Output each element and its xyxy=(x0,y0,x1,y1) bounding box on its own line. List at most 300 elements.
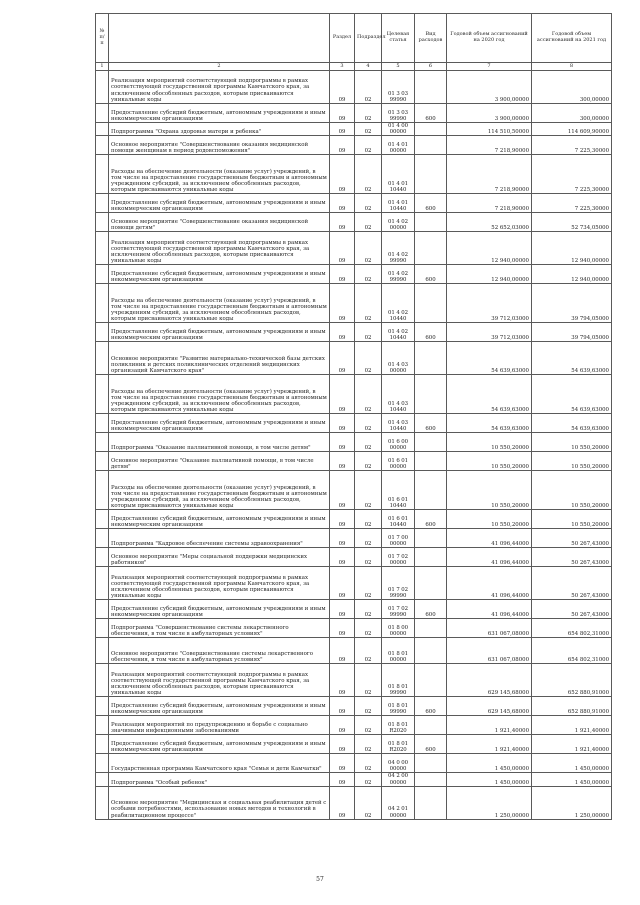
cell-v2021: 39 794,05000 xyxy=(532,284,612,323)
cell-num xyxy=(96,414,109,433)
cell-v2020: 41 096,44000 xyxy=(447,600,532,619)
header-v2020: Годовой объем ассигнований на 2020 год xyxy=(447,14,532,63)
cell-vr xyxy=(415,433,447,452)
cell-podrazdel: 02 xyxy=(355,284,382,323)
cell-v2020: 1 450,00000 xyxy=(447,773,532,786)
table-row xyxy=(96,284,612,323)
column-number: 4 xyxy=(355,63,382,71)
cell-name: Реализация мероприятий соответствующей подпрограммы в рамках соответствующей государственной программы Камчатского края, за исключением обособленных расходов, которым присваиваются уникальные коды xyxy=(109,71,330,104)
column-number: 5 xyxy=(382,63,415,71)
cell-podrazdel: 02 xyxy=(355,664,382,697)
cell-razdel: 09 xyxy=(330,414,355,433)
cell-razdel: 09 xyxy=(330,232,355,265)
cell-v2020: 629 145,68000 xyxy=(447,697,532,716)
cell-csr: 01 7 02 00000 xyxy=(382,548,415,567)
cell-razdel: 09 xyxy=(330,342,355,375)
cell-vr: 600 xyxy=(415,323,447,342)
cell-podrazdel: 02 xyxy=(355,716,382,735)
cell-csr: 01 6 01 00000 xyxy=(382,452,415,471)
table-row xyxy=(96,375,612,414)
cell-v2020: 54 639,63000 xyxy=(447,414,532,433)
cell-v2021: 1 921,40000 xyxy=(532,716,612,735)
cell-csr: 01 3 03 99990 xyxy=(382,71,415,104)
cell-podrazdel: 02 xyxy=(355,213,382,232)
cell-num xyxy=(96,529,109,548)
cell-csr: 01 4 02 10440 xyxy=(382,323,415,342)
cell-v2021: 12 940,00000 xyxy=(532,265,612,284)
cell-name: Подпрограмма "Совершенствование системы лекарственного обеспечения, в том числе в амбулаторных условиях" xyxy=(109,619,330,638)
cell-vr xyxy=(415,155,447,194)
cell-v2020: 1 250,00000 xyxy=(447,786,532,819)
cell-num xyxy=(96,600,109,619)
cell-razdel: 09 xyxy=(330,123,355,136)
cell-vr xyxy=(415,786,447,819)
cell-name: Государственная программа Камчатского края "Семья и дети Камчатки" xyxy=(109,754,330,773)
column-number: 6 xyxy=(415,63,447,71)
cell-csr: 01 4 02 10440 xyxy=(382,284,415,323)
cell-vr xyxy=(415,213,447,232)
cell-csr: 01 8 01 99990 xyxy=(382,664,415,697)
cell-vr xyxy=(415,232,447,265)
cell-num xyxy=(96,284,109,323)
table-row xyxy=(96,71,612,104)
cell-podrazdel: 02 xyxy=(355,155,382,194)
cell-v2021: 654 802,31000 xyxy=(532,619,612,638)
cell-podrazdel: 02 xyxy=(355,323,382,342)
cell-v2021: 10 550,20000 xyxy=(532,510,612,529)
cell-vr: 600 xyxy=(415,194,447,213)
cell-name: Предоставление субсидий бюджетным, автономным учреждениям и иным некоммерческим организациям xyxy=(109,414,330,433)
cell-razdel: 09 xyxy=(330,71,355,104)
cell-podrazdel: 02 xyxy=(355,786,382,819)
cell-podrazdel: 02 xyxy=(355,697,382,716)
cell-num xyxy=(96,619,109,638)
cell-v2020: 12 940,00000 xyxy=(447,265,532,284)
cell-v2020: 629 145,68000 xyxy=(447,664,532,697)
table-row xyxy=(96,265,612,284)
cell-v2021: 50 267,43000 xyxy=(532,567,612,600)
cell-razdel: 09 xyxy=(330,323,355,342)
cell-csr: 01 8 01 R2020 xyxy=(382,735,415,754)
table-row xyxy=(96,452,612,471)
cell-name: Реализация мероприятий соответствующей подпрограммы в рамках соответствующей государственной программы Камчатского края, за исключением обособленных расходов, которым присваиваются уникальные коды xyxy=(109,664,330,697)
cell-razdel: 09 xyxy=(330,284,355,323)
cell-razdel: 09 xyxy=(330,155,355,194)
cell-v2020: 52 652,03000 xyxy=(447,213,532,232)
cell-csr: 01 8 01 99990 xyxy=(382,697,415,716)
cell-razdel: 09 xyxy=(330,567,355,600)
cell-v2020: 7 218,90000 xyxy=(447,194,532,213)
table-row xyxy=(96,567,612,600)
cell-v2021: 652 880,91000 xyxy=(532,664,612,697)
cell-razdel: 09 xyxy=(330,529,355,548)
cell-csr: 01 3 03 99990 xyxy=(382,104,415,123)
cell-num xyxy=(96,510,109,529)
cell-v2021: 54 639,63000 xyxy=(532,375,612,414)
cell-name: Предоставление субсидий бюджетным, автономным учреждениям и иным некоммерческим организациям xyxy=(109,323,330,342)
column-numbers-row xyxy=(96,63,612,71)
table-row xyxy=(96,471,612,510)
cell-podrazdel: 02 xyxy=(355,529,382,548)
cell-vr xyxy=(415,664,447,697)
cell-name: Реализация мероприятий соответствующей подпрограммы в рамках соответствующей государственной программы Камчатского края, за исключением обособленных расходов, которым присваиваются уникальные коды xyxy=(109,567,330,600)
column-number: 7 xyxy=(447,63,532,71)
header-podrazdel: Подраздел xyxy=(355,14,382,63)
table-row xyxy=(96,155,612,194)
cell-csr: 01 4 03 10440 xyxy=(382,414,415,433)
cell-razdel: 09 xyxy=(330,471,355,510)
cell-num xyxy=(96,323,109,342)
cell-num xyxy=(96,548,109,567)
cell-csr: 01 8 01 00000 xyxy=(382,638,415,664)
cell-num xyxy=(96,754,109,773)
column-number: 1 xyxy=(96,63,109,71)
cell-v2020: 3 900,00000 xyxy=(447,104,532,123)
cell-name: Предоставление субсидий бюджетным, автономным учреждениям и иным некоммерческим организациям xyxy=(109,194,330,213)
cell-v2021: 10 550,20000 xyxy=(532,471,612,510)
cell-vr: 600 xyxy=(415,104,447,123)
cell-v2021: 654 802,31000 xyxy=(532,638,612,664)
cell-razdel: 09 xyxy=(330,786,355,819)
cell-num xyxy=(96,773,109,786)
cell-podrazdel: 02 xyxy=(355,265,382,284)
cell-csr: 01 7 02 99990 xyxy=(382,567,415,600)
cell-podrazdel: 02 xyxy=(355,471,382,510)
cell-podrazdel: 02 xyxy=(355,548,382,567)
cell-razdel: 09 xyxy=(330,375,355,414)
cell-vr xyxy=(415,471,447,510)
cell-csr: 01 6 01 10440 xyxy=(382,471,415,510)
cell-num xyxy=(96,697,109,716)
cell-csr: 01 7 02 99990 xyxy=(382,600,415,619)
table-row xyxy=(96,213,612,232)
budget-table xyxy=(95,13,612,820)
cell-num xyxy=(96,735,109,754)
table-row xyxy=(96,104,612,123)
cell-podrazdel: 02 xyxy=(355,194,382,213)
table-row xyxy=(96,433,612,452)
cell-podrazdel: 02 xyxy=(355,773,382,786)
table-row xyxy=(96,548,612,567)
table-row xyxy=(96,664,612,697)
cell-podrazdel: 02 xyxy=(355,71,382,104)
cell-podrazdel: 02 xyxy=(355,104,382,123)
cell-v2020: 39 712,03000 xyxy=(447,284,532,323)
cell-vr: 600 xyxy=(415,735,447,754)
cell-csr: 01 4 02 00000 xyxy=(382,213,415,232)
cell-razdel: 09 xyxy=(330,716,355,735)
page-number: 57 xyxy=(316,876,324,883)
cell-vr xyxy=(415,638,447,664)
cell-num xyxy=(96,452,109,471)
table-row xyxy=(96,735,612,754)
cell-razdel: 09 xyxy=(330,754,355,773)
cell-razdel: 09 xyxy=(330,548,355,567)
header-razdel: Раздел xyxy=(330,14,355,63)
cell-csr: 01 4 03 10440 xyxy=(382,375,415,414)
cell-csr: 01 6 01 10440 xyxy=(382,510,415,529)
cell-vr xyxy=(415,136,447,155)
cell-num xyxy=(96,194,109,213)
cell-csr: 01 8 00 00000 xyxy=(382,619,415,638)
cell-name: Реализация мероприятий по предупреждению и борьбе с социально значимыми инфекционными заболеваниями xyxy=(109,716,330,735)
cell-num xyxy=(96,232,109,265)
cell-razdel: 09 xyxy=(330,664,355,697)
cell-num xyxy=(96,664,109,697)
cell-razdel: 09 xyxy=(330,638,355,664)
table-row xyxy=(96,754,612,773)
cell-name: Подпрограмма "Охрана здоровья матери и ребенка" xyxy=(109,123,330,136)
cell-num xyxy=(96,567,109,600)
cell-vr: 600 xyxy=(415,265,447,284)
cell-name: Расходы на обеспечение деятельности (оказание услуг) учреждений, в том числе на предоставление государственным бюджетным и автономным учреждениям субсидий, за исключением обособленных расходов, которым присваиваются уникальные коды xyxy=(109,155,330,194)
cell-name: Подпрограмма "Особый ребенок" xyxy=(109,773,330,786)
cell-num xyxy=(96,265,109,284)
cell-razdel: 09 xyxy=(330,510,355,529)
cell-v2020: 54 639,63000 xyxy=(447,342,532,375)
table-row xyxy=(96,529,612,548)
cell-v2020: 7 218,90000 xyxy=(447,136,532,155)
cell-name: Основное мероприятие "Оказание паллиативной помощи, в том числе детям" xyxy=(109,452,330,471)
table-body xyxy=(96,71,612,820)
cell-razdel: 09 xyxy=(330,600,355,619)
cell-name: Основное мероприятие "Совершенствование оказания медицинской помощи женщинам в период родовспоможения" xyxy=(109,136,330,155)
cell-name: Предоставление субсидий бюджетным, автономным учреждениям и иным некоммерческим организациям xyxy=(109,265,330,284)
cell-num xyxy=(96,716,109,735)
cell-v2020: 10 550,20000 xyxy=(447,471,532,510)
cell-v2021: 52 734,05000 xyxy=(532,213,612,232)
header-name xyxy=(109,14,330,63)
cell-podrazdel: 02 xyxy=(355,452,382,471)
cell-v2021: 12 940,00000 xyxy=(532,232,612,265)
table-row xyxy=(96,697,612,716)
cell-v2021: 50 267,43000 xyxy=(532,548,612,567)
cell-vr: 600 xyxy=(415,697,447,716)
cell-name: Реализация мероприятий соответствующей подпрограммы в рамках соответствующей государственной программы Камчатского края, за исключением обособленных расходов, которым присваиваются уникальные коды xyxy=(109,232,330,265)
cell-num xyxy=(96,786,109,819)
cell-num xyxy=(96,71,109,104)
cell-v2020: 114 510,50000 xyxy=(447,123,532,136)
cell-v2020: 3 900,00000 xyxy=(447,71,532,104)
cell-v2020: 1 450,00000 xyxy=(447,754,532,773)
cell-csr: 01 4 01 10440 xyxy=(382,194,415,213)
cell-vr xyxy=(415,123,447,136)
cell-v2020: 1 921,40000 xyxy=(447,716,532,735)
cell-vr: 600 xyxy=(415,600,447,619)
table-row xyxy=(96,600,612,619)
table-row xyxy=(96,510,612,529)
table-row xyxy=(96,619,612,638)
table-row xyxy=(96,136,612,155)
cell-v2020: 1 921,40000 xyxy=(447,735,532,754)
cell-num xyxy=(96,155,109,194)
cell-name: Основное мероприятие "Совершенствование системы лекарственного обеспечения, в том числе в амбулаторных условиях" xyxy=(109,638,330,664)
cell-csr: 04 2 01 00000 xyxy=(382,786,415,819)
cell-podrazdel: 02 xyxy=(355,600,382,619)
cell-csr: 04 2 00 00000 xyxy=(382,773,415,786)
cell-v2020: 10 550,20000 xyxy=(447,510,532,529)
cell-name: Расходы на обеспечение деятельности (оказание услуг) учреждений, в том числе на предоставление государственным бюджетным и автономным учреждениям субсидий, за исключением обособленных расходов, которым присваиваются уникальные коды xyxy=(109,284,330,323)
cell-vr: 600 xyxy=(415,414,447,433)
cell-v2021: 54 639,63000 xyxy=(532,414,612,433)
cell-v2021: 10 550,20000 xyxy=(532,433,612,452)
cell-podrazdel: 02 xyxy=(355,414,382,433)
header-v2021: Годовой объем ассигнований на 2021 год xyxy=(532,14,612,63)
cell-v2021: 300,00000 xyxy=(532,71,612,104)
cell-vr xyxy=(415,71,447,104)
cell-razdel: 09 xyxy=(330,452,355,471)
table-row xyxy=(96,638,612,664)
cell-razdel: 09 xyxy=(330,735,355,754)
column-number: 3 xyxy=(330,63,355,71)
cell-v2020: 631 067,08000 xyxy=(447,619,532,638)
cell-v2020: 631 067,08000 xyxy=(447,638,532,664)
cell-num xyxy=(96,342,109,375)
cell-name: Предоставление субсидий бюджетным, автономным учреждениям и иным некоммерческим организациям xyxy=(109,697,330,716)
cell-vr xyxy=(415,375,447,414)
table-row xyxy=(96,232,612,265)
table-row xyxy=(96,716,612,735)
table-row xyxy=(96,123,612,136)
cell-csr: 01 7 00 00000 xyxy=(382,529,415,548)
cell-v2021: 7 225,30000 xyxy=(532,155,612,194)
cell-name: Расходы на обеспечение деятельности (оказание услуг) учреждений, в том числе на предоставление государственным бюджетным и автономным учреждениям субсидий, за исключением обособленных расходов, которым присваиваются уникальные коды xyxy=(109,375,330,414)
table-row xyxy=(96,773,612,786)
cell-v2020: 41 096,44000 xyxy=(447,567,532,600)
cell-v2021: 50 267,43000 xyxy=(532,600,612,619)
column-number: 2 xyxy=(109,63,330,71)
cell-razdel: 09 xyxy=(330,213,355,232)
table-row xyxy=(96,786,612,819)
cell-v2021: 10 550,20000 xyxy=(532,452,612,471)
cell-razdel: 09 xyxy=(330,619,355,638)
cell-podrazdel: 02 xyxy=(355,735,382,754)
cell-num xyxy=(96,136,109,155)
cell-v2021: 1 450,00000 xyxy=(532,773,612,786)
cell-csr: 01 4 01 00000 xyxy=(382,136,415,155)
cell-podrazdel: 02 xyxy=(355,232,382,265)
cell-v2021: 7 225,30000 xyxy=(532,136,612,155)
cell-v2021: 300,00000 xyxy=(532,104,612,123)
cell-csr: 01 8 01 R2020 xyxy=(382,716,415,735)
cell-v2020: 39 712,03000 xyxy=(447,323,532,342)
cell-podrazdel: 02 xyxy=(355,123,382,136)
cell-v2020: 41 096,44000 xyxy=(447,548,532,567)
cell-vr xyxy=(415,284,447,323)
cell-razdel: 09 xyxy=(330,433,355,452)
cell-num xyxy=(96,104,109,123)
cell-podrazdel: 02 xyxy=(355,375,382,414)
cell-csr: 01 6 00 00000 xyxy=(382,433,415,452)
table-row xyxy=(96,323,612,342)
cell-vr xyxy=(415,548,447,567)
table-header-row xyxy=(96,14,612,63)
cell-v2021: 39 794,05000 xyxy=(532,323,612,342)
table-row xyxy=(96,414,612,433)
header-csr: Целевая статья xyxy=(382,14,415,63)
cell-name: Предоставление субсидий бюджетным, автономным учреждениям и иным некоммерческим организациям xyxy=(109,735,330,754)
cell-vr xyxy=(415,567,447,600)
cell-razdel: 09 xyxy=(330,697,355,716)
cell-v2021: 7 225,30000 xyxy=(532,194,612,213)
cell-razdel: 09 xyxy=(330,136,355,155)
cell-razdel: 09 xyxy=(330,773,355,786)
cell-v2021: 1 921,40000 xyxy=(532,735,612,754)
cell-podrazdel: 02 xyxy=(355,136,382,155)
header-vr: Вид расходов xyxy=(415,14,447,63)
cell-v2021: 50 267,43000 xyxy=(532,529,612,548)
cell-podrazdel: 02 xyxy=(355,619,382,638)
cell-v2020: 10 550,20000 xyxy=(447,433,532,452)
cell-name: Предоставление субсидий бюджетным, автономным учреждениям и иным некоммерческим организациям xyxy=(109,600,330,619)
cell-num xyxy=(96,123,109,136)
cell-name: Основное мероприятие "Меры социальной поддержки медицинских работников" xyxy=(109,548,330,567)
cell-vr xyxy=(415,342,447,375)
cell-name: Предоставление субсидий бюджетным, автономным учреждениям и иным некоммерческим организациям xyxy=(109,104,330,123)
cell-csr: 01 4 02 99990 xyxy=(382,265,415,284)
cell-v2020: 12 940,00000 xyxy=(447,232,532,265)
cell-v2020: 10 550,20000 xyxy=(447,452,532,471)
cell-num xyxy=(96,213,109,232)
cell-razdel: 09 xyxy=(330,104,355,123)
header-num: № п/п xyxy=(96,14,109,63)
cell-vr xyxy=(415,716,447,735)
cell-name: Предоставление субсидий бюджетным, автономным учреждениям и иным некоммерческим организациям xyxy=(109,510,330,529)
cell-vr xyxy=(415,529,447,548)
cell-csr: 01 4 01 10440 xyxy=(382,155,415,194)
cell-num xyxy=(96,375,109,414)
cell-podrazdel: 02 xyxy=(355,510,382,529)
cell-name: Основное мероприятие "Развитие материально-технической базы детских поликлиник и детских поликлинических отделений медицинских организаций Камчатского края" xyxy=(109,342,330,375)
cell-v2021: 54 639,63000 xyxy=(532,342,612,375)
cell-vr xyxy=(415,619,447,638)
table-row xyxy=(96,342,612,375)
cell-num xyxy=(96,433,109,452)
cell-podrazdel: 02 xyxy=(355,567,382,600)
cell-v2020: 7 218,90000 xyxy=(447,155,532,194)
cell-vr xyxy=(415,452,447,471)
table-row xyxy=(96,194,612,213)
cell-razdel: 09 xyxy=(330,265,355,284)
cell-csr: 04 0 00 00000 xyxy=(382,754,415,773)
cell-vr xyxy=(415,754,447,773)
cell-name: Подпрограмма "Оказание паллиативной помощи, в том числе детям" xyxy=(109,433,330,452)
cell-podrazdel: 02 xyxy=(355,638,382,664)
cell-v2021: 1 250,00000 xyxy=(532,786,612,819)
cell-name: Подпрограмма "Кадровое обеспечение системы здравоохранения" xyxy=(109,529,330,548)
cell-csr: 01 4 00 00000 xyxy=(382,123,415,136)
cell-name: Расходы на обеспечение деятельности (оказание услуг) учреждений, в том числе на предоставление государственным бюджетным и автономным учреждениям субсидий, за исключением обособленных расходов, которым присваиваются уникальные коды xyxy=(109,471,330,510)
cell-num xyxy=(96,638,109,664)
cell-razdel: 09 xyxy=(330,194,355,213)
cell-name: Основное мероприятие "Совершенствование оказания медицинской помощи детям" xyxy=(109,213,330,232)
cell-csr: 01 4 03 00000 xyxy=(382,342,415,375)
cell-v2021: 114 609,90000 xyxy=(532,123,612,136)
cell-csr: 01 4 02 99990 xyxy=(382,232,415,265)
cell-v2020: 54 639,63000 xyxy=(447,375,532,414)
cell-podrazdel: 02 xyxy=(355,342,382,375)
cell-v2021: 652 880,91000 xyxy=(532,697,612,716)
cell-podrazdel: 02 xyxy=(355,433,382,452)
cell-vr: 600 xyxy=(415,510,447,529)
cell-podrazdel: 02 xyxy=(355,754,382,773)
cell-v2020: 41 096,44000 xyxy=(447,529,532,548)
cell-num xyxy=(96,471,109,510)
cell-v2021: 1 450,00000 xyxy=(532,754,612,773)
column-number: 8 xyxy=(532,63,612,71)
cell-vr xyxy=(415,773,447,786)
cell-name: Основное мероприятие "Медицинская и социальная реабилитация детей с особыми потребностями, использование новых методов и технологий в реабилитационном процессе" xyxy=(109,786,330,819)
